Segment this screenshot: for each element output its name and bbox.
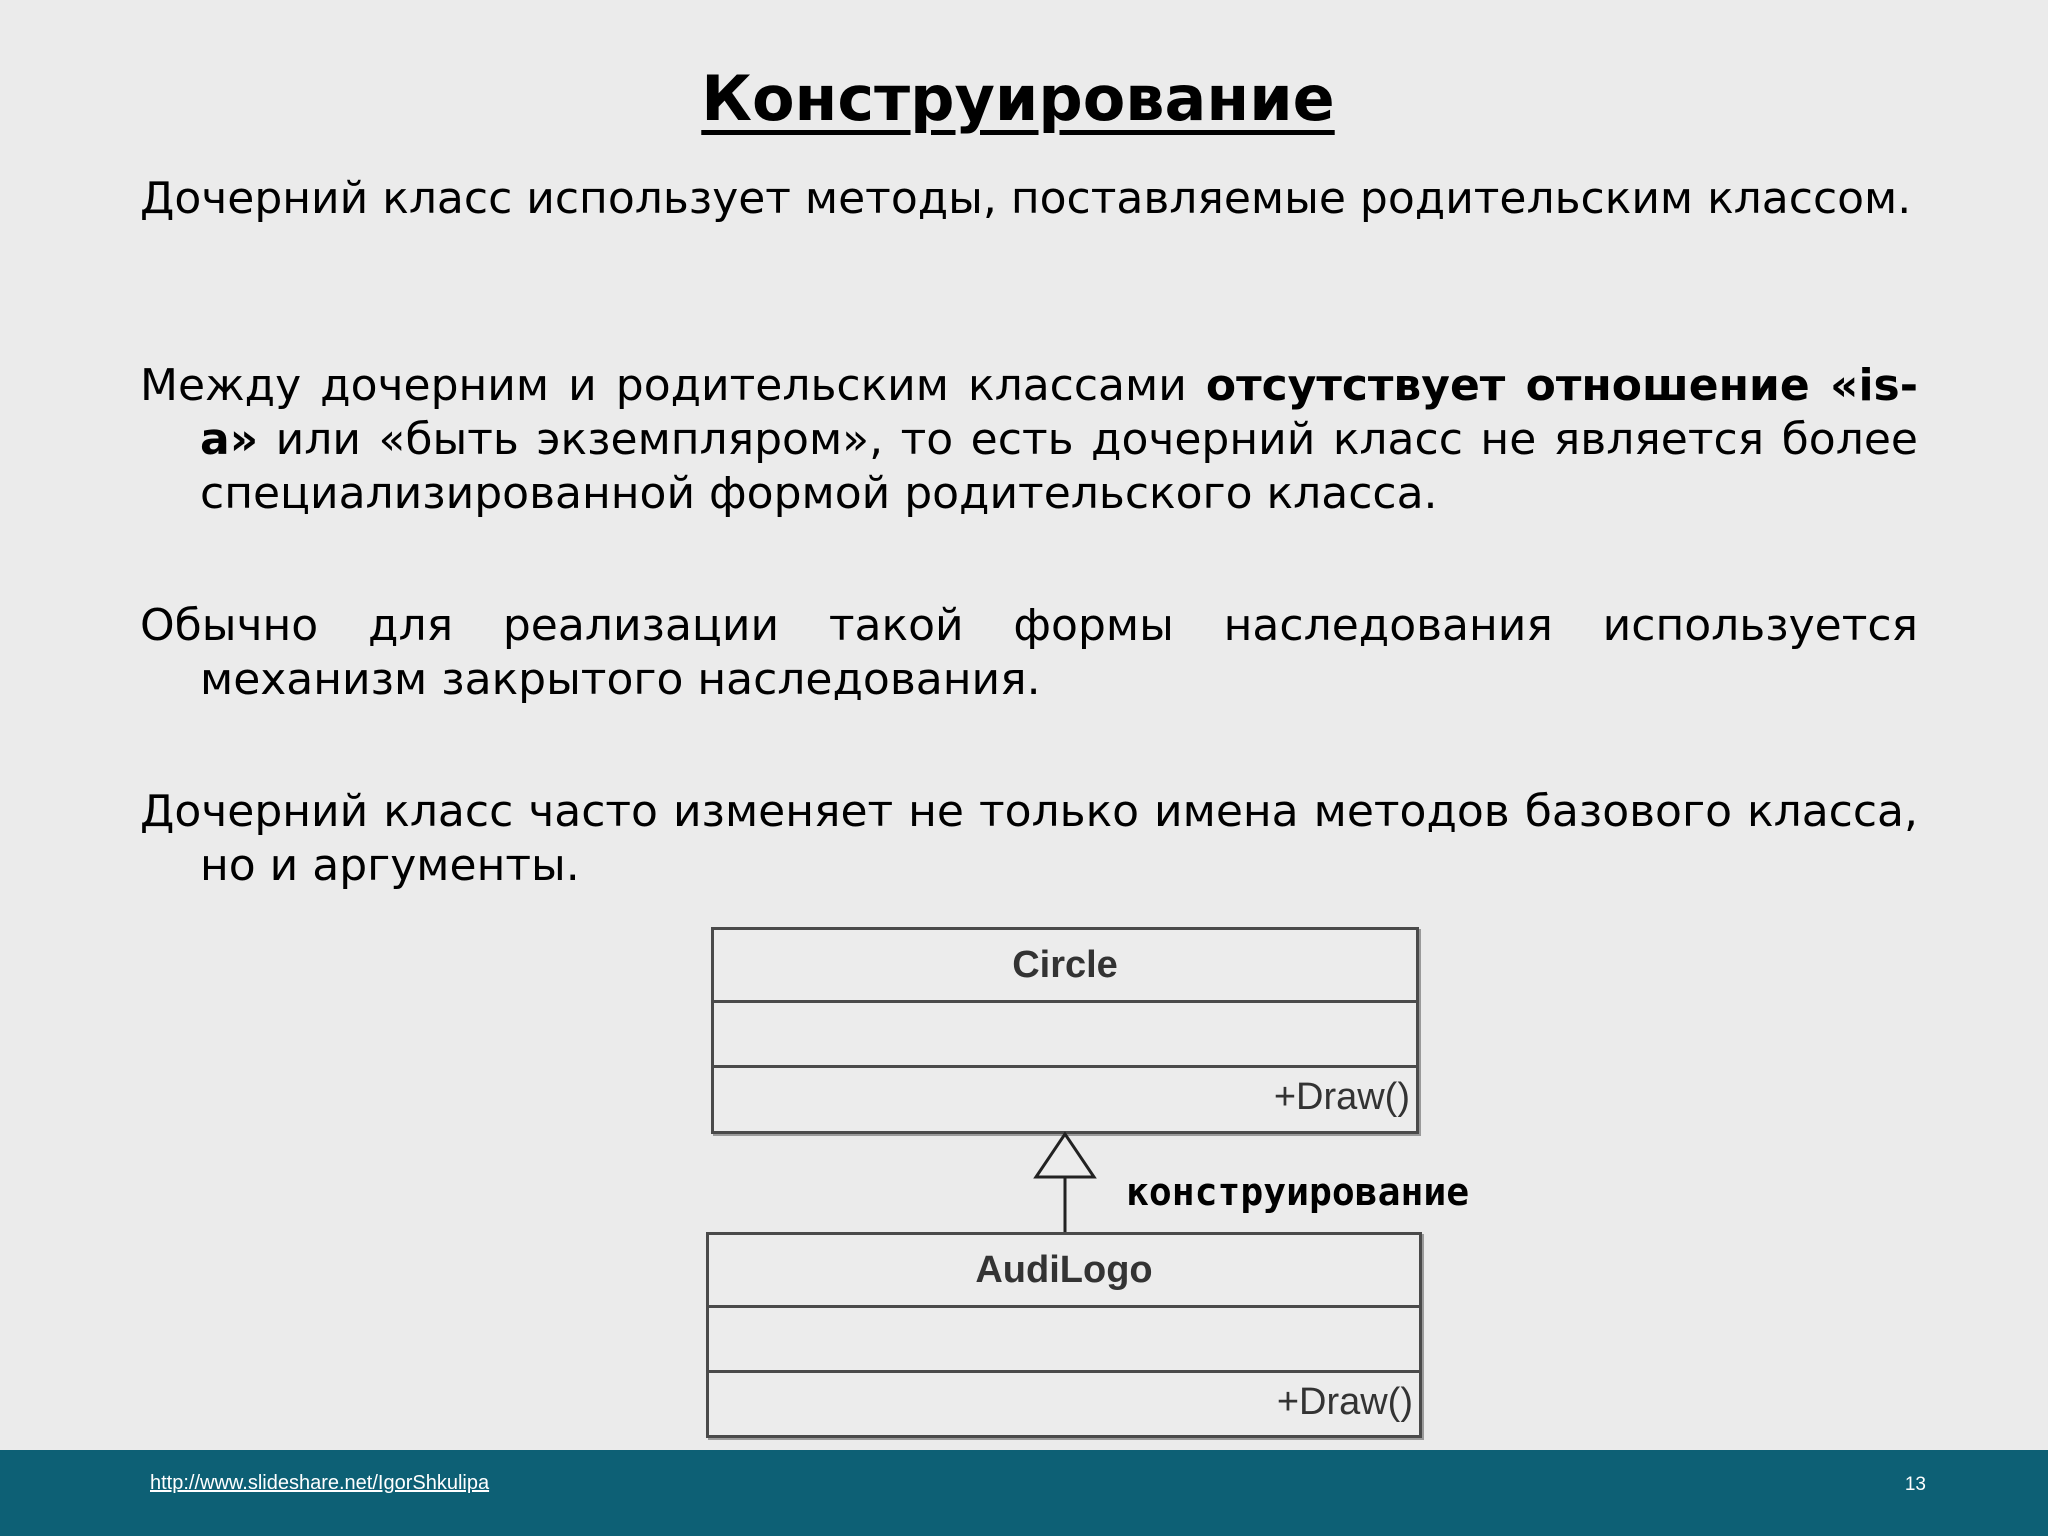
paragraph-1: Дочерний класс использует методы, поставляемые родительским классом. bbox=[140, 173, 1912, 224]
paragraph-3: Обычно для реализации такой формы наследования используется механизм закрытого наследования. bbox=[140, 600, 1918, 705]
page-number: 13 bbox=[1904, 1474, 1926, 1495]
uml-operations-section: +Draw() bbox=[1273, 1076, 1410, 1118]
slide-title: Конструирование bbox=[701, 62, 1335, 135]
paragraph-2 bbox=[140, 359, 1918, 521]
uml-class-circle bbox=[711, 927, 1419, 1134]
uml-class-name: Circle bbox=[714, 930, 1416, 1003]
inheritance-arrow-icon bbox=[1030, 1130, 1100, 1236]
paragraph-2-text-start: Между дочерним и родительским классами bbox=[140, 360, 1206, 411]
uml-attributes-section bbox=[709, 1308, 1419, 1373]
paragraph-2-text-end: или «быть экземпляром», то есть дочерний класс не является более специализированной формой родительского класса. bbox=[200, 414, 1918, 519]
uml-class-audilogo bbox=[706, 1232, 1422, 1438]
source-link[interactable]: http://www.slideshare.net/IgorShkulipa bbox=[150, 1472, 490, 1494]
footer-bar bbox=[0, 1450, 2048, 1536]
paragraph-2-bold: отсутствует отношение «is-a» bbox=[200, 360, 1919, 465]
uml-attributes-section bbox=[714, 1003, 1416, 1068]
relation-label: конструирование bbox=[1126, 1170, 1470, 1214]
paragraph-4: Дочерний класс часто изменяет не только имена методов базового класса, но и аргументы. bbox=[140, 786, 1918, 891]
uml-operations-section: +Draw() bbox=[1276, 1381, 1413, 1423]
uml-class-name: AudiLogo bbox=[709, 1235, 1419, 1308]
